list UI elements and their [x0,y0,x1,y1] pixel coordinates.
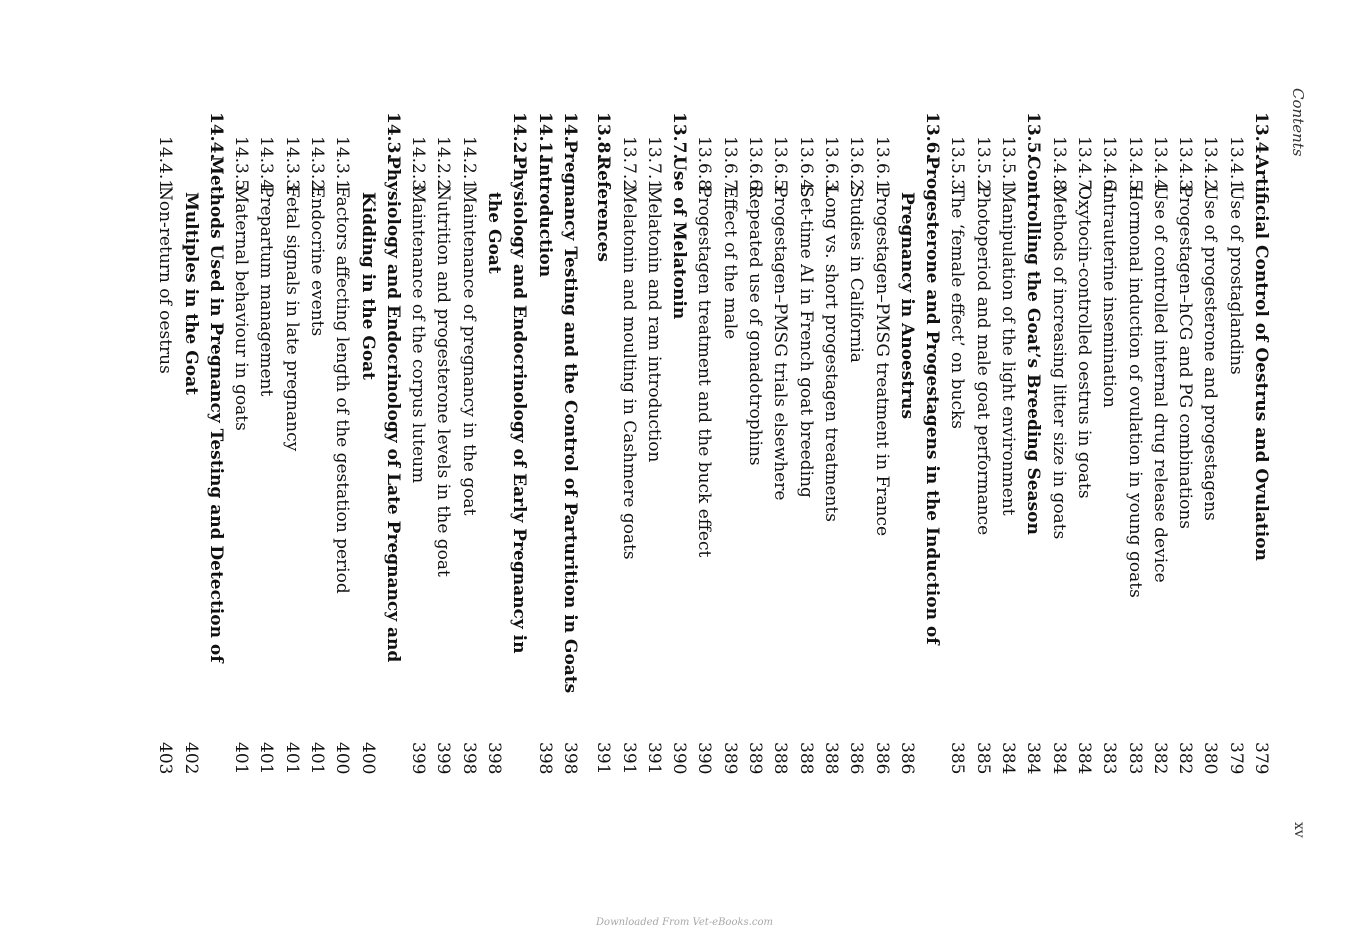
toc-entry-title: Nutrition and progesterone levels in the goat [433,186,454,577]
toc-entry-page: 390 [694,742,715,775]
toc-entry-page: 398 [484,742,505,775]
toc-entry-number: 13.4.6. [1099,136,1120,196]
toc-entry-number: 14.3.2. [307,136,328,196]
toc-entry-title: Photoperiod and male goat performance [972,186,993,536]
toc-entry [691,112,716,775]
toc-entry [843,112,868,775]
toc-entry [228,112,253,775]
toc-entry-page: 382 [1175,742,1196,775]
toc-entry-page: 388 [795,742,816,775]
toc-entry-number: 14.2. [509,112,530,160]
toc-entry [868,112,893,775]
toc-entry [615,112,640,775]
toc-entry-page: 379 [1225,742,1246,775]
toc-entry-title: Progestagen–PMSG treatment in France [871,186,892,537]
toc-entry-page: 400 [332,742,353,775]
toc-entry [944,112,969,775]
toc-entry-title: Pregnancy in Anoestrus [896,192,917,420]
toc-entry-number: 13.6. [922,112,943,160]
toc-entry-title: Set-time AI in French goat breeding [795,186,816,498]
toc-entry-page: 388 [770,742,791,775]
toc-entry [894,112,919,775]
toc-entry-number: 13.6.8. [694,136,715,196]
toc-entry-title: Progestagen–PMSG trials elsewhere [770,186,791,501]
toc-entry [1222,112,1247,775]
toc-entry-title: Use of progesterone and progestagens [1200,186,1221,521]
toc-entry-title: Oxytocin-controlled oestrus in goats [1073,186,1094,499]
toc-entry-title: Pregnancy Testing and the Control of Parturition in Goats [559,140,580,694]
toc-entry [666,112,691,775]
toc-entry-title: Kidding in the Goat [357,192,378,381]
running-head: Contents [1289,88,1307,157]
toc-entry-title: Use of Melatonin [669,156,690,320]
toc-entry-page: 391 [643,742,664,775]
toc-entry [380,112,405,764]
toc-entry-number: 13.6.7. [719,136,740,196]
toc-entry-number: 13.4. [1251,112,1271,160]
toc-entry [1096,112,1121,775]
download-watermark: Downloaded From Vet-eBooks.com [596,917,773,928]
toc-entry [1147,112,1172,775]
toc-entry [792,112,817,775]
toc-entry-number: 13.4.1. [1225,136,1246,196]
toc-entry-number: 13.6.3. [820,136,841,196]
toc-entry-title: Use of controlled internal drug release device [1149,186,1170,583]
toc-entry-title: Prepartum management [256,186,277,397]
toc-entry-number: 13.6.5. [770,136,791,196]
toc-entry-number: 14.3. [382,112,403,160]
toc-entry-title: Artificial Control of Oestrus and Ovulation [1251,156,1271,561]
toc-entry-number: 13.4.3. [1175,136,1196,196]
toc-entry-number: 14.2.3. [408,136,429,196]
toc-entry-page: 398 [458,742,479,775]
toc-entry-title: Methods of increasing litter size in goats [1048,186,1069,540]
toc-entry-title: Fetal signals in late pregnancy [281,186,302,452]
toc-entry-number: 13.5.2. [972,136,993,196]
toc-entry-page: 399 [433,742,454,775]
toc-entry [1197,112,1222,775]
toc-entry [531,112,556,775]
toc-entry [1172,112,1197,775]
toc-entry-title: Controlling the Goat’s Breeding Season [1023,156,1044,535]
toc-entry [1020,112,1045,775]
toc-entry-page: 384 [1023,742,1044,775]
toc-entry-page: 383 [1099,742,1120,775]
toc-entry-title: Use of prostaglandins [1225,186,1246,375]
toc-entry-title: Maintenance of pregnancy in the goat [458,186,479,516]
toc-entry [716,112,741,775]
toc-entry [742,112,767,775]
toc-entry-number: 13.8. [593,112,614,160]
toc-entry-title: Physiology and Endocrinology of Early Pregnancy in [509,156,530,654]
toc-entry-number: 13.4.8. [1048,136,1069,196]
toc-entry [152,112,177,775]
toc-entry [430,112,455,775]
toc-entry-page: 385 [972,742,993,775]
toc-entry [177,112,202,775]
toc-entry-title: Melatonin and moulting in Cashmere goats [618,186,639,560]
toc-entry-page: 389 [719,742,740,775]
toc-entry [304,112,329,775]
toc-entry-title: Factors affecting length of the gestation period [332,186,353,594]
toc-entry-number: 13.6.4. [795,136,816,196]
toc-entry [405,112,430,775]
toc-entry [1045,112,1070,775]
toc-entry-number: 13.4.5. [1124,136,1145,196]
toc-entry-number: 14.3.5. [231,136,252,196]
toc-entry-page: 385 [947,742,968,775]
toc-entry-number: 13.6.2. [846,136,867,196]
toc-entry [995,112,1020,775]
toc-entry [919,112,944,764]
toc-entry-page: 388 [820,742,841,775]
toc-entry-number: 14.2.2. [433,136,454,196]
toc-entry-page: 399 [408,742,429,775]
toc-entry-number: 14.3.4. [256,136,277,196]
toc-entry [1071,112,1096,775]
toc-entry-number: 13.4.2. [1200,136,1221,196]
page-number: xv [1291,822,1307,838]
toc-entry-page: 386 [871,742,892,775]
toc-entry-title: the Goat [484,192,505,274]
toc-entry-page: 401 [281,742,302,775]
toc-entry [641,112,666,775]
toc-entry [818,112,843,775]
toc-entry-page: 390 [669,742,690,775]
toc-entry-title: The ‘female effect’ on bucks [947,186,968,429]
toc-entry-title: Maternal behaviour in goats [231,186,252,431]
toc-entry-title: Methods Used in Pregnancy Testing and Detection of [205,156,226,663]
toc-entry [354,112,379,775]
toc-entry-title: Physiology and Endocrinology of Late Pregnancy and [382,156,403,663]
toc-entry-page: 380 [1200,742,1221,775]
toc-entry-number: 13.7.1. [643,136,664,196]
toc-entry-page: 386 [896,742,917,775]
toc-entry-number: 13.6.1. [871,136,892,196]
toc-entry-title: Non-return of oestrus [155,186,176,374]
toc-entry-page: 383 [1124,742,1145,775]
toc-entry-number: 14.1. [534,112,555,160]
toc-entry-title: Progesterone and Progestagens in the Induction of [922,156,943,645]
toc-entry-title: Manipulation of the light environment [998,186,1019,516]
toc-entry-page: 403 [155,742,176,775]
toc-entry-title: Repeated use of gonadotrophins [745,186,766,466]
toc-entry-page: 398 [559,742,580,775]
toc-entry [590,112,615,775]
toc-entry-number: 13.4.7. [1073,136,1094,196]
toc-entry-title: Multiples in the Goat [180,192,201,396]
toc-entry-title: Melatonin and ram introduction [643,186,664,463]
toc-entry-title: References [593,156,614,262]
toc-entry-number: 14.2.1. [458,136,479,196]
toc-entry-number: 14.4. [205,112,226,160]
toc-entry-page: 384 [1073,742,1094,775]
toc-entry-page: 401 [231,742,252,775]
toc-entry-page: 389 [745,742,766,775]
toc-entry-title: Studies in California [846,186,867,363]
toc-entry-page: 398 [534,742,555,775]
toc-entry-page: 401 [307,742,328,775]
toc-entry [456,112,481,775]
toc-entry-title: Long vs. short progestagen treatments [820,186,841,523]
toc-entry-title: Introduction [534,156,555,278]
toc-entry [557,112,582,775]
toc-entry-number: 13.7. [669,112,690,160]
toc-entry-page: 391 [593,742,614,775]
toc-entry [969,112,994,775]
toc-entry-title: Endocrine events [307,186,328,337]
toc-entry-title: Intrauterine insemination [1099,186,1120,408]
toc-entry-page: 402 [180,742,201,775]
toc-entry-page: 379 [1251,742,1271,775]
toc-entry-page: 384 [1048,742,1069,775]
toc-entry [203,112,228,764]
toc-entry-number: 13.6.6. [745,136,766,196]
toc-entry-number: 13.5.1. [998,136,1019,196]
toc-entry-title: Progestagen–hCG and PG combinations [1175,186,1196,530]
toc-entry-page: 384 [998,742,1019,775]
toc-entry-page: 382 [1149,742,1170,775]
toc-entry-number: 14. [559,112,580,142]
toc-entry [1248,112,1273,775]
toc-entry-page: 386 [846,742,867,775]
toc-entry-number: 14.4.1. [155,136,176,196]
toc-entry-page: 400 [357,742,378,775]
toc-entry-title: Effect of the male [719,186,740,340]
toc-entry-page: 391 [618,742,639,775]
toc-entry [253,112,278,775]
toc-entry [278,112,303,775]
toc-entry [481,112,506,775]
toc-entry-title: Progestagen treatment and the buck effect [694,186,715,558]
toc-entry [329,112,354,775]
toc-entry-number: 13.4.4. [1149,136,1170,196]
toc-entry [1121,112,1146,775]
toc-entry-number: 14.3.1. [332,136,353,196]
toc-entry-number: 13.5. [1023,112,1044,160]
toc-entry [506,112,531,764]
toc-entry-number: 14.3.3. [281,136,302,196]
table-of-contents [152,112,1273,775]
toc-entry-page: 401 [256,742,277,775]
toc-entry [767,112,792,775]
toc-entry-title: Hormonal induction of ovulation in young goats [1124,186,1145,598]
toc-entry-title: Maintenance of the corpus luteum [408,186,429,484]
toc-entry-number: 13.5.3. [947,136,968,196]
toc-entry-number: 13.7.2. [618,136,639,196]
